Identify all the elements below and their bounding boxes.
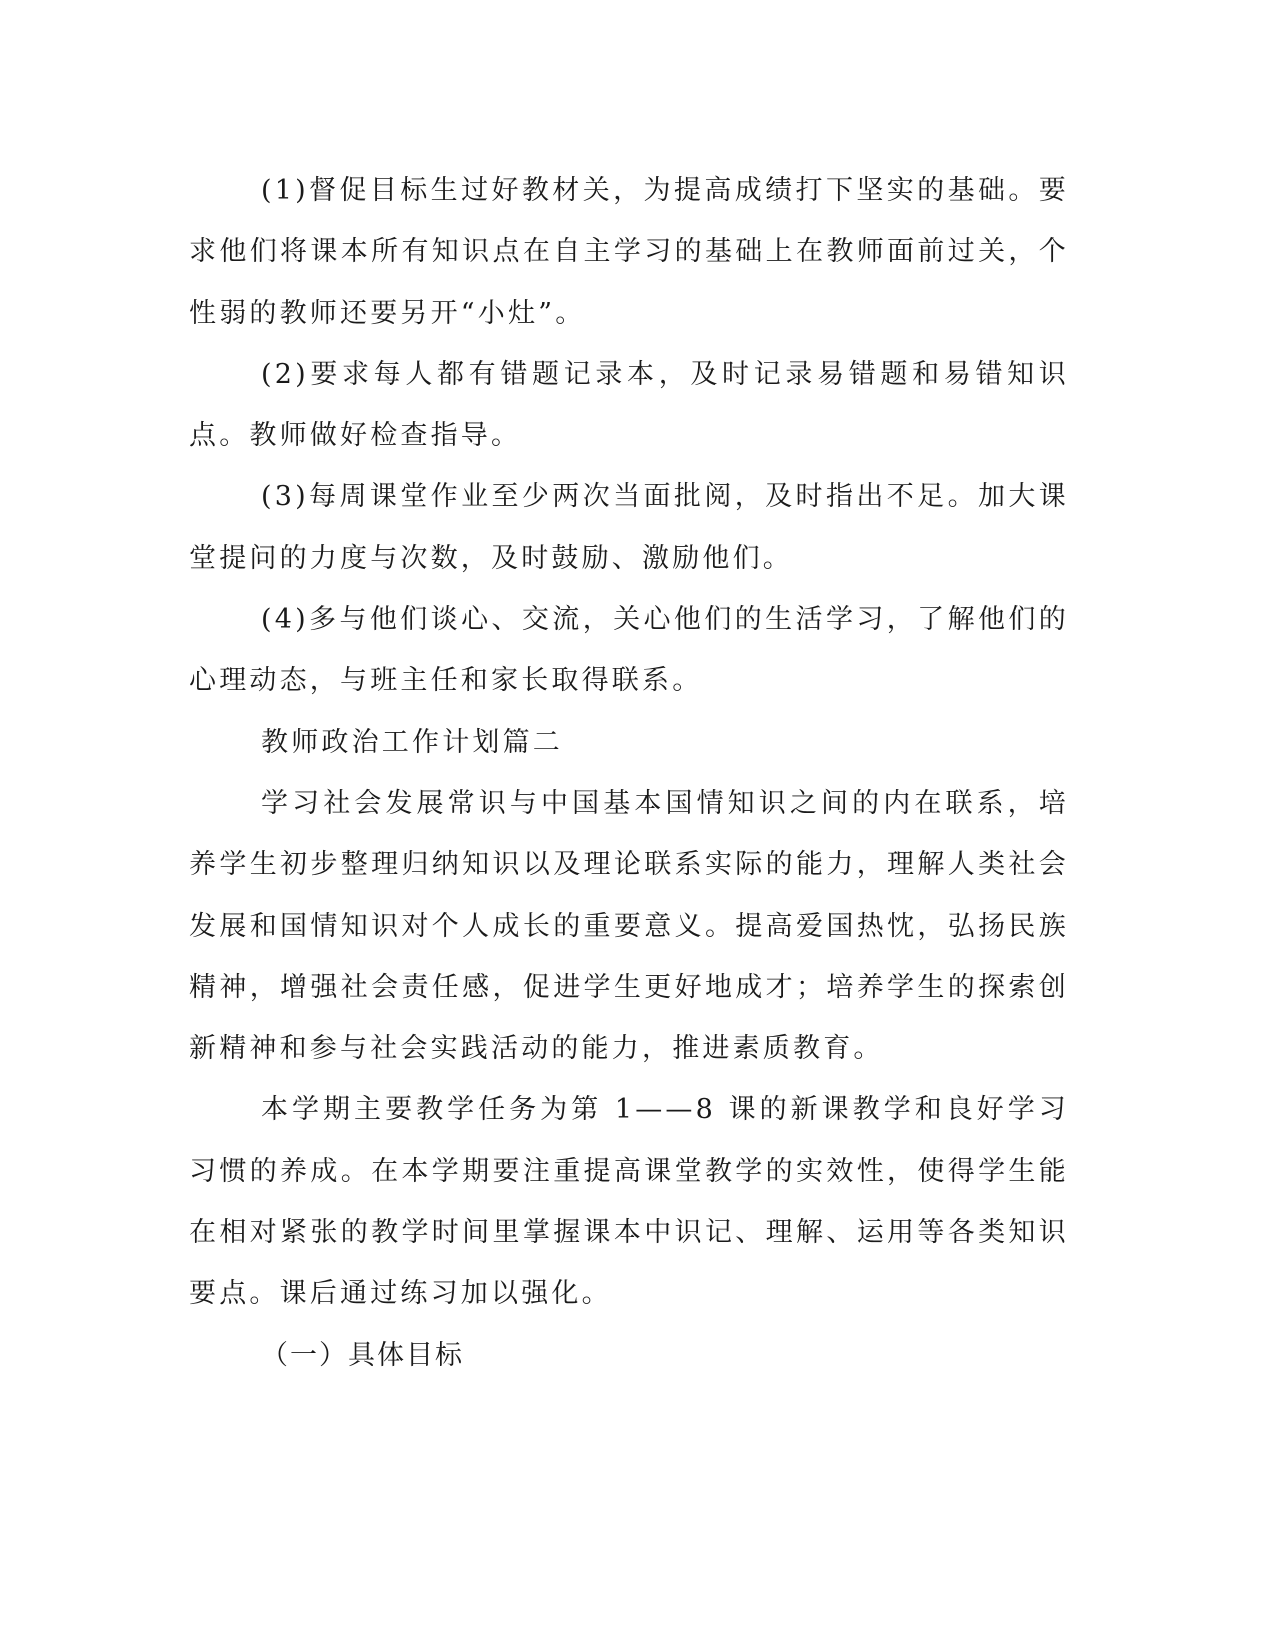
paragraph-tasks: 本学期主要教学任务为第 1——8 课的新课教学和良好学习习惯的养成。在本学期要注重提高课堂教学的实效性，使得学生能在相对紧张的教学时间里掌握课本中识记、理解、运用等各类知识要点。课后通过练习加以强化。: [189, 1094, 1069, 1310]
paragraph-measure-2: (2)要求每人都有错题记录本，及时记录易错题和易错知识点。教师做好检查指导。: [189, 358, 1069, 452]
paragraph-measure-3: (3)每周课堂作业至少两次当面批阅，及时指出不足。加大课堂提问的力度与次数，及时鼓励、激励他们。: [189, 481, 1069, 574]
document-body: [189, 160, 1069, 1386]
paragraph-measure-1: (1)督促目标生过好教材关，为提高成绩打下坚实的基础。要求他们将课本所有知识点在自主学习的基础上在教师面前过关，个性弱的教师还要另开“小灶”。: [189, 175, 1069, 329]
paragraph-measure-4: (4)多与他们谈心、交流，关心他们的生活学习，了解他们的心理动态，与班主任和家长取得联系。: [189, 604, 1069, 697]
paragraph-goals: 学习社会发展常识与中国基本国情知识之间的内在联系，培养学生初步整理归纳知识以及理论联系实际的能力，理解人类社会发展和国情知识对个人成长的重要意义。提高爱国热忱，弘扬民族精神，增强社会责任感，促进学生更好地成才；培养学生的探索创新精神和参与社会实践活动的能力，推进素质教育。: [189, 787, 1069, 1065]
subheading-specific-goals: （一）具体目标: [261, 1339, 464, 1371]
section-title: 教师政治工作计划篇二: [261, 726, 563, 758]
